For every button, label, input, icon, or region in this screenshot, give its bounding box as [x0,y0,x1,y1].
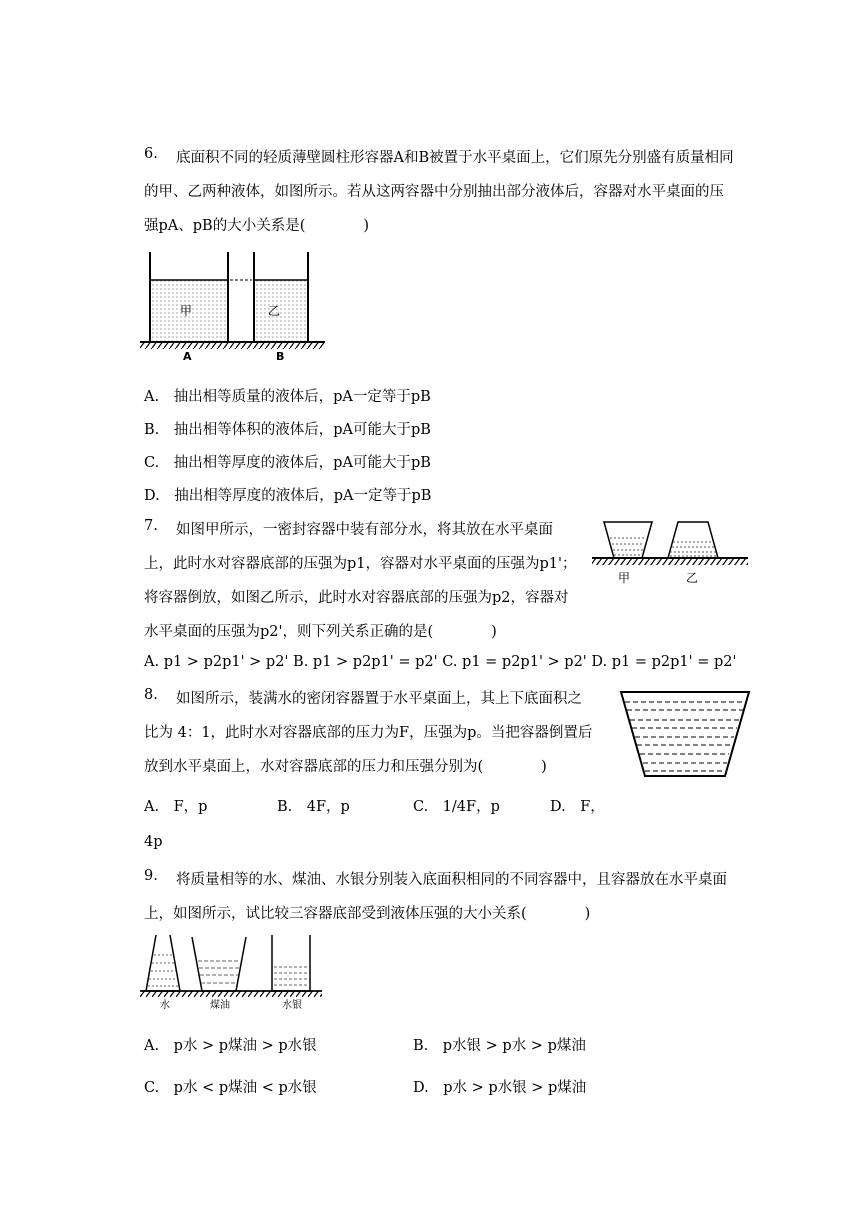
q7-figure [590,518,752,590]
q8-number: 8. [144,687,158,703]
q6-option-a: A. 抽出相等质量的液体后，pA一定等于pB [144,389,431,405]
q8-option-b: B. 4F，p [277,799,350,815]
q6-option-d: D. 抽出相等厚度的液体后，pA一定等于pB [144,488,432,504]
q6-line3: 强pA、pB的大小关系是( ) [144,218,370,234]
q8-figure [618,688,752,782]
q8-line1: 如图所示，装满水的密闭容器置于水平桌面上，其上下底面积之 [176,691,582,707]
q8-option-c: C. 1/4F，p [413,799,500,815]
q9-option-a: A. p水 > p煤油 > p水银 [144,1038,317,1054]
q6-figure [140,252,330,364]
q6-fig-label-yi: 乙 [268,304,281,318]
q7-options: A. p1 > p2p1' > p2' B. p1 > p2p1' = p2' C. p1 = p2p1' > p2' D. p1 = p2p1' = p2' [144,654,737,670]
q7-line3: 将容器倒放，如图乙所示，此时水对容器底部的压强为p2，容器对 [144,590,569,606]
q7-fig-label-yi: 乙 [686,571,699,585]
q8-option-d: D. F， [550,799,605,815]
q9-option-c: C. p水 < p煤油 < p水银 [144,1080,317,1096]
q9-option-d: D. p水 > p水银 > p煤油 [413,1080,587,1096]
q6-fig-label-a: A [183,350,192,363]
q9-figure [140,933,330,1013]
q6-number: 6. [144,146,158,162]
q9-fig-label-water: 水 [160,1000,170,1011]
q6-option-c: C. 抽出相等厚度的液体后，pA可能大于pB [144,455,431,471]
q8-option-d-cont: 4p [144,834,163,850]
q9-fig-label-kerosene: 煤油 [210,1000,230,1011]
q8-line3: 放到水平桌面上，水对容器底部的压力和压强分别为( ) [144,759,547,775]
q7-fig-label-jia: 甲 [618,571,631,585]
q7-line4: 水平桌面的压强为p2'，则下列关系正确的是( ) [144,624,497,640]
q7-line2: 上，此时水对容器底部的压强为p1，容器对水平桌面的压强为p1'； [144,556,577,572]
q6-fig-label-b: B [276,350,285,363]
q7-number: 7. [144,518,158,534]
q6-line1: 底面积不同的轻质薄壁圆柱形容器A和B被置于水平桌面上，它们原先分别盛有质量相同 [176,150,734,166]
q9-fig-label-mercury: 水银 [282,1000,302,1011]
q9-line2: 上，如图所示，试比较三容器底部受到液体压强的大小关系( ) [144,906,591,922]
q9-line1: 将质量相等的水、煤油、水银分别装入底面积相同的不同容器中，且容器放在水平桌面 [176,872,727,888]
q8-option-a: A. F，p [144,799,208,815]
q6-option-b: B. 抽出相等体积的液体后，pA可能大于pB [144,422,431,438]
q8-line2: 比为 4：1，此时水对容器底部的压力为F，压强为p。当把容器倒置后 [144,725,593,741]
q9-number: 9. [144,868,158,884]
q6-fig-label-jia: 甲 [180,304,193,318]
q6-line2: 的甲、乙两种液体，如图所示。若从这两容器中分别抽出部分液体后，容器对水平桌面的压 [144,184,724,200]
q7-line1: 如图甲所示，一密封容器中装有部分水，将其放在水平桌面 [176,522,553,538]
q9-option-b: B. p水银 > p水 > p煤油 [413,1038,586,1054]
